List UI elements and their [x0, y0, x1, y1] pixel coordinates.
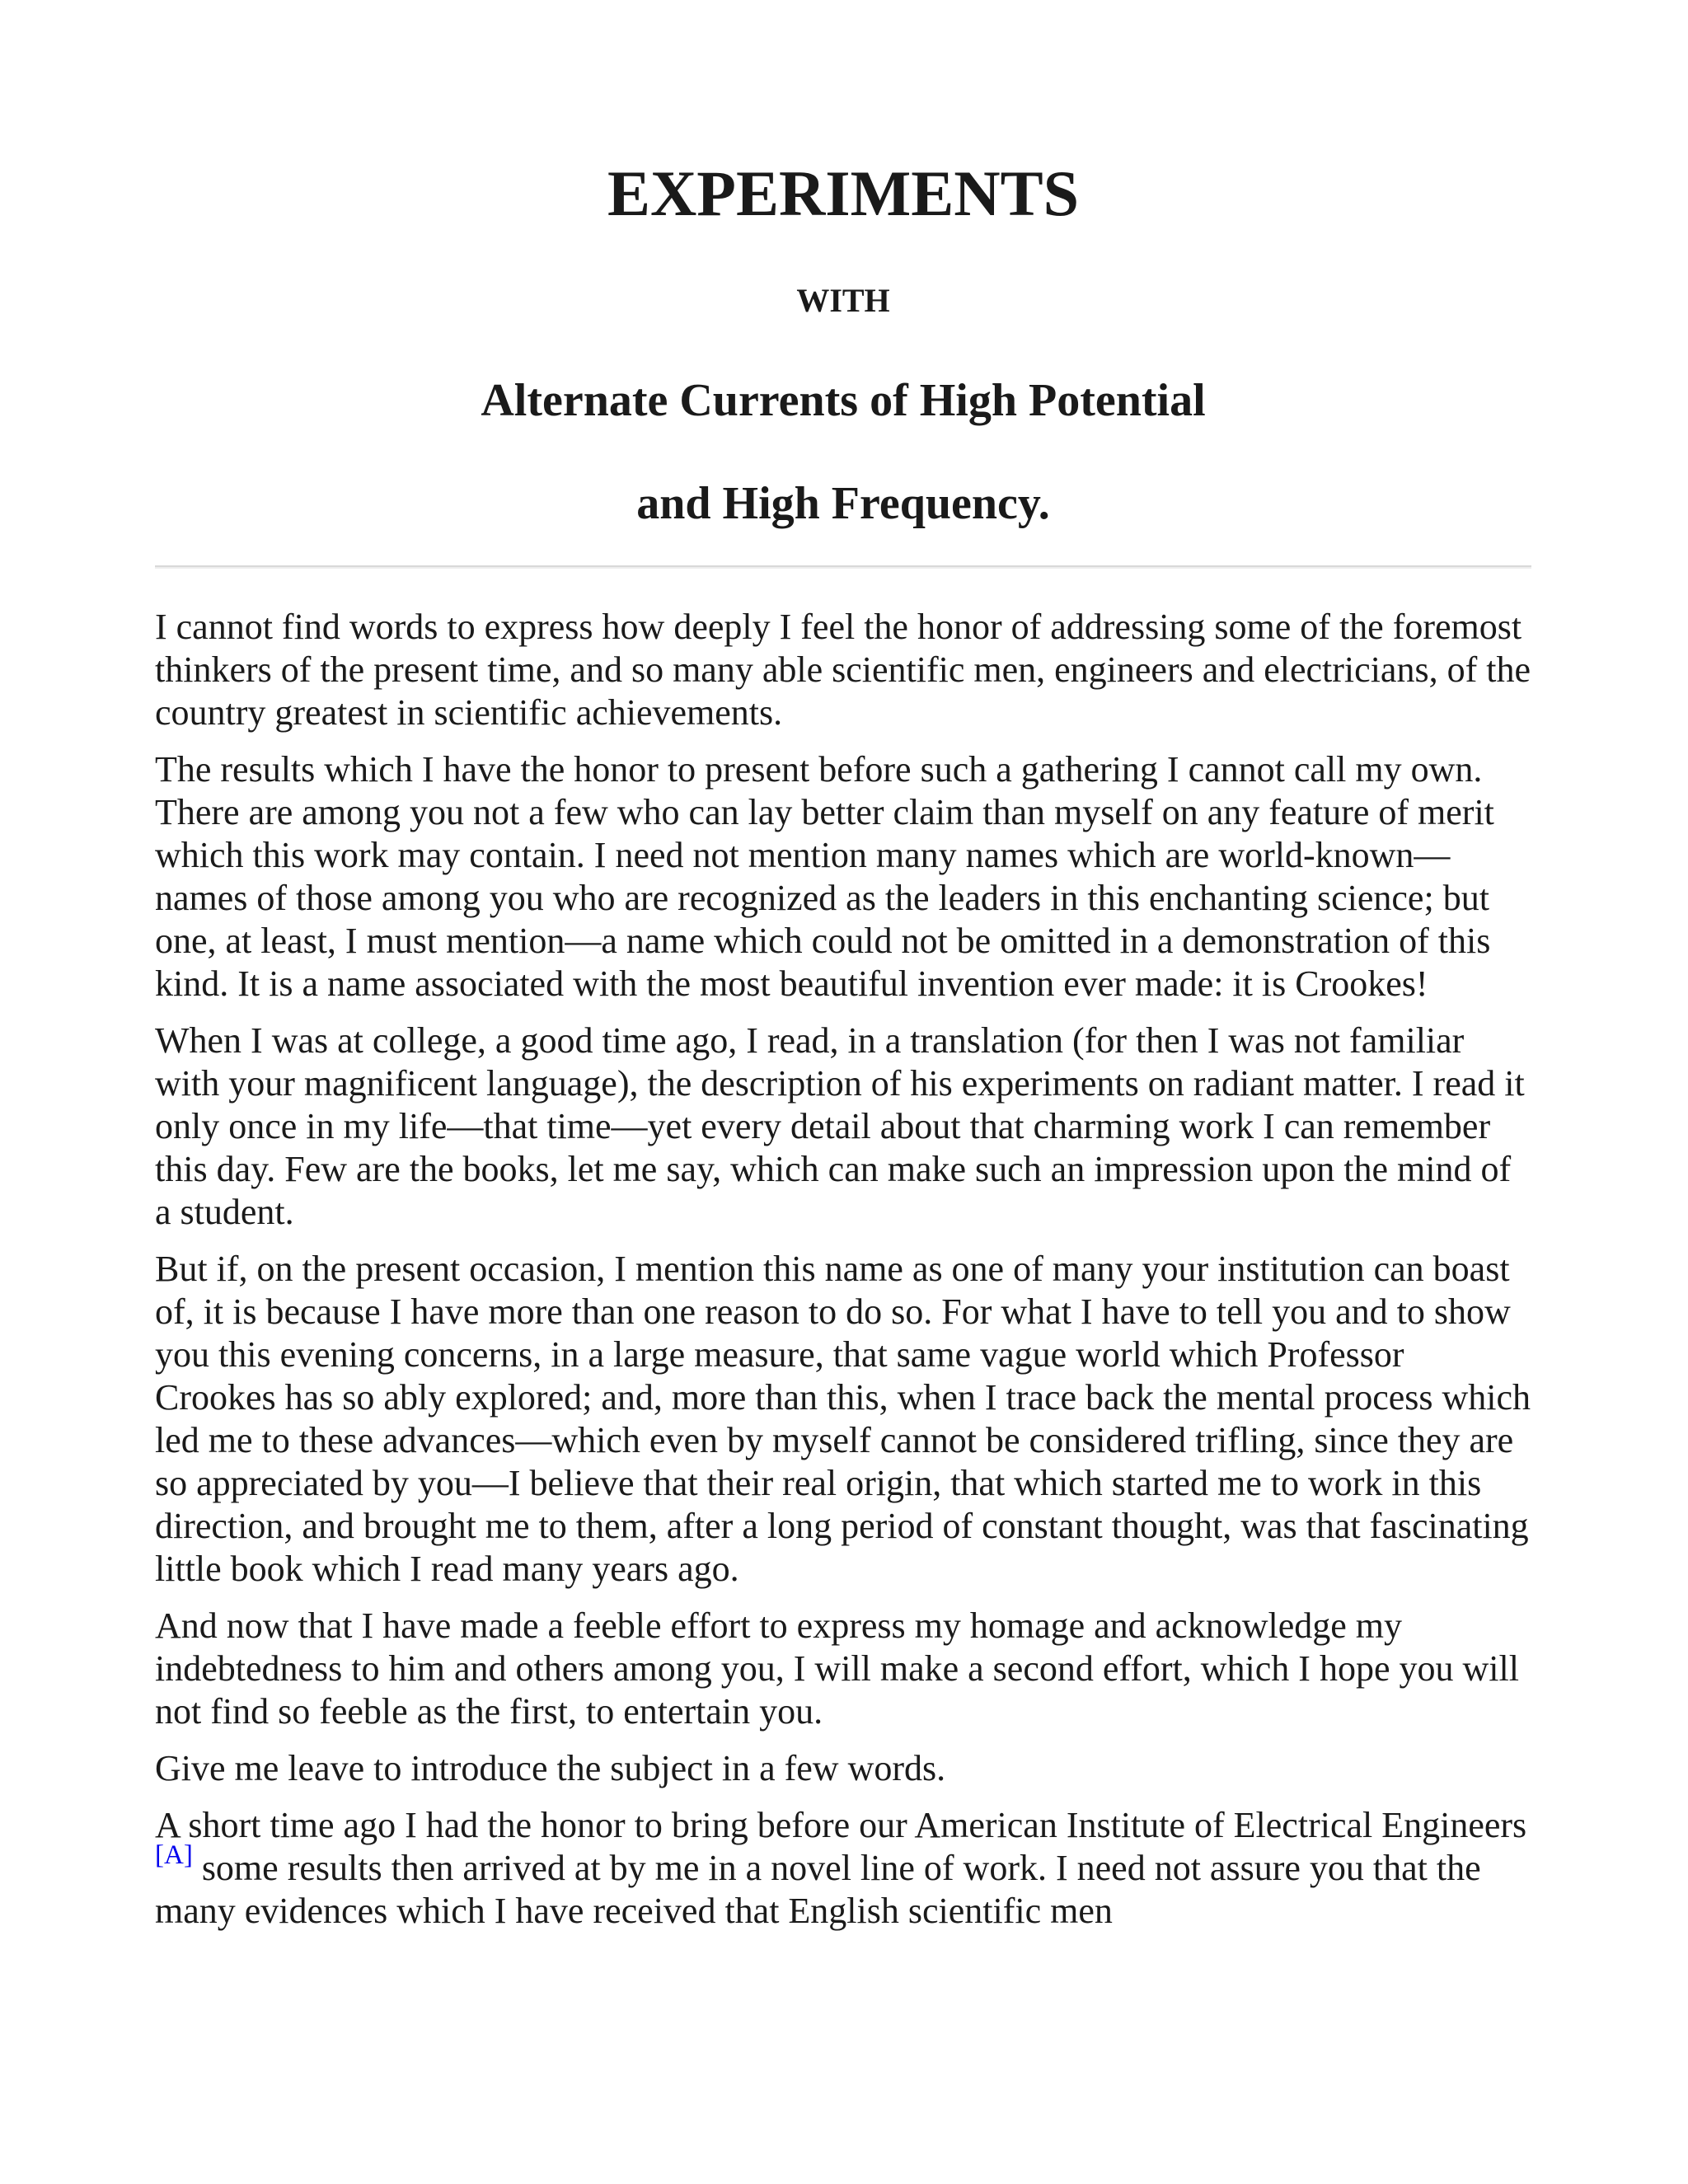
subtitle-line-1: Alternate Currents of High Potential: [481, 375, 1206, 426]
paragraph: When I was at college, a good time ago, I read, in a translation (for then I was not familiar with your magnificent language), the description of his experiments on radiant matter. I read it only once in my life—that time—yet every detail about that charming work I can remember this day. Few are the books, let me say, which can make such an impression upon the mind of a student.: [155, 1020, 1525, 1232]
body-text: [155, 606, 1531, 1947]
paragraph: But if, on the present occasion, I mention this name as one of many your institution can boast of, it is because I have more than one reason to do so. For what I have to tell you and to show you this evening concerns, in a large measure, that same vague world which Professor Crookes has so ably explored; and, more than this, when I trace back the mental process which led me to these advances—which even by myself cannot be considered trifling, since they are so appreciated by you—I believe that their real origin, that which started me to work in this direction, and brought me to them, after a long period of constant thought, was that fascinating little book which I read many years ago.: [155, 1249, 1531, 1589]
paragraph-with-footnote: [155, 1804, 1531, 1933]
title-connector: WITH: [796, 282, 890, 319]
paragraph: And now that I have made a feeble effort to express my homage and acknowledge my indebtedness to him and others among you, I will make a second effort, which I hope you will not find so feeble as the first, to entertain you.: [155, 1605, 1519, 1732]
paragraph: Give me leave to introduce the subject in a few words.: [155, 1748, 946, 1788]
paragraph-text-before-footnote: A short time ago I had the honor to bring before our American Institute of Electrical Engineers: [155, 1805, 1527, 1845]
paragraph: The results which I have the honor to present before such a gathering I cannot call my own. There are among you not a few who can lay better claim than myself on any feature of merit which this work may contain. I need not mention many names which are world-known—names of those among you who are recognized as the leaders in this enchanting science; but one, at least, I must mention—a name which could not be omitted in a demonstration of this kind. It is a name associated with the most beautiful invention ever made: it is Crookes!: [155, 749, 1494, 1004]
document-title: EXPERIMENTS: [607, 157, 1080, 229]
horizontal-rule: [155, 565, 1531, 569]
subtitle-line-2: and High Frequency.: [636, 478, 1050, 529]
paragraph-text-after-footnote: some results then arrived at by me in a novel line of work. I need not assure you that the many evidences which I have received that English scientific men: [155, 1848, 1481, 1931]
paragraph: I cannot find words to express how deeply I feel the honor of addressing some of the foremost thinkers of the present time, and so many able scientific men, engineers and electricians, of the country greatest in scientific achievements.: [155, 607, 1531, 733]
footnote-link[interactable]: [A]: [155, 1840, 193, 1871]
